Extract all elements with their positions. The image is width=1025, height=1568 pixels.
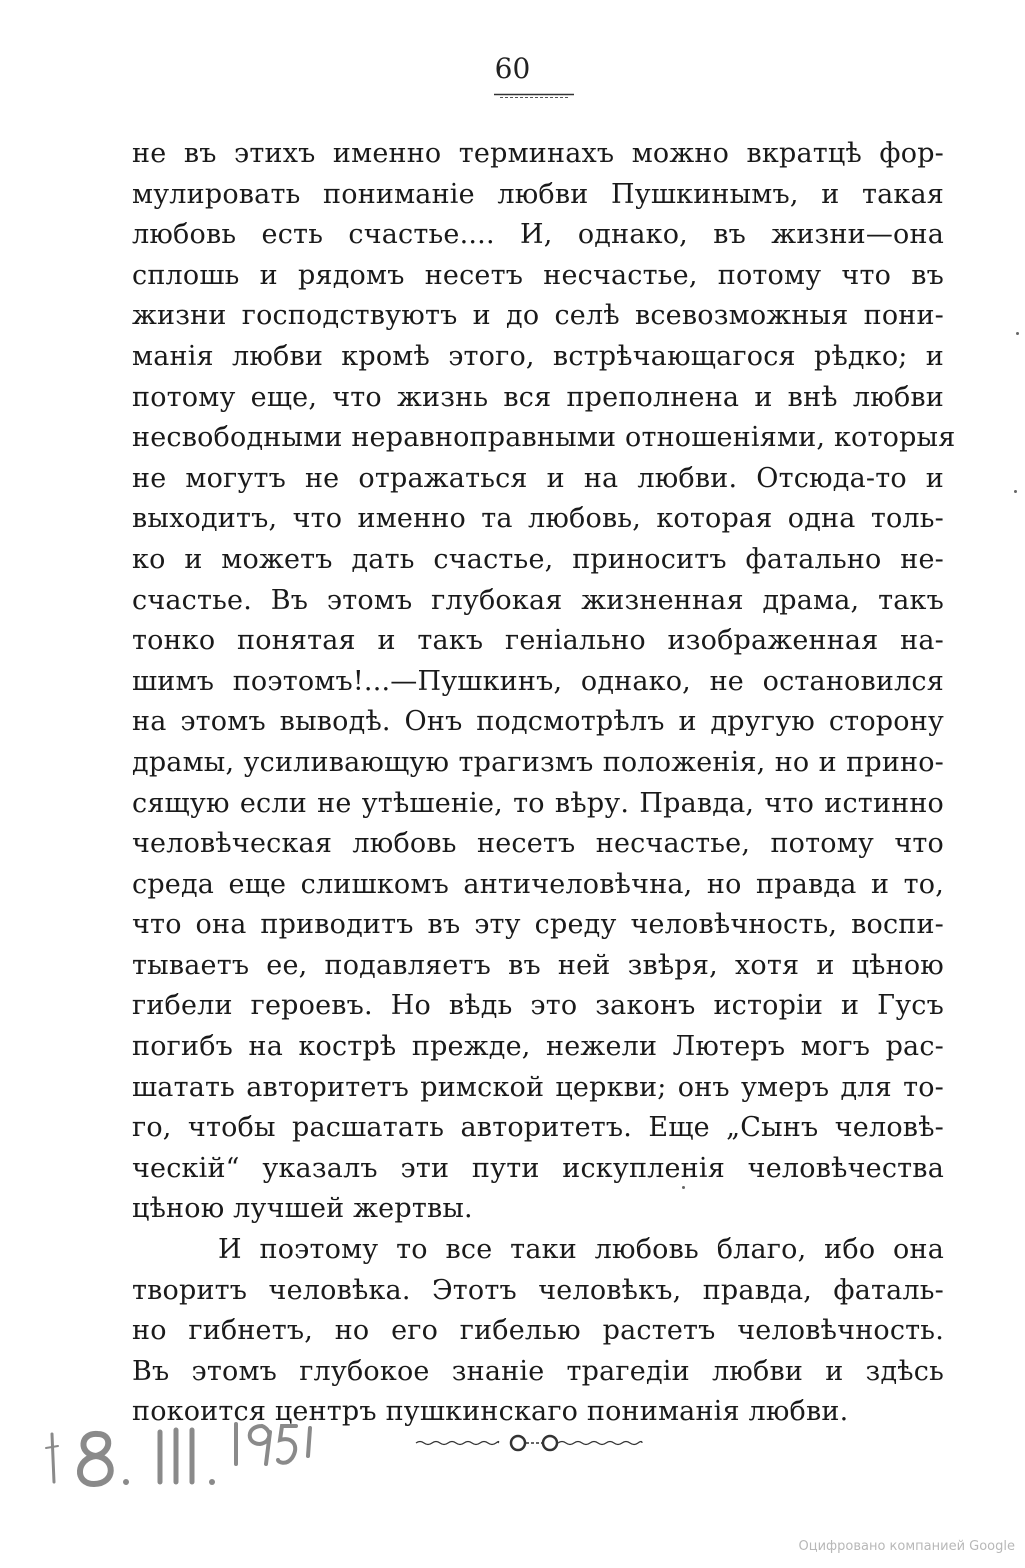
scan-speck <box>1016 332 1019 335</box>
page-number: 60 <box>494 52 531 85</box>
text-line: гибели героевъ. Но вѣдь это законъ исторіи и Гусъ <box>132 990 944 1022</box>
text-line: среда еще слишкомъ античеловѣчна, но правда и то, <box>132 868 944 900</box>
text-line: погибъ на кострѣ прежде, нежели Лютеръ могъ рас- <box>132 1031 944 1063</box>
text-line: выходитъ, что именно та любовь, которая одна толь- <box>132 503 944 535</box>
text-line: потому еще, что жизнь вся преполнена и внѣ любви <box>132 381 944 413</box>
text-line: шатать авторитетъ римской церкви; онъ умеръ для то- <box>132 1071 944 1103</box>
text-line: цѣною лучшей жертвы. <box>132 1193 473 1225</box>
text-line: сплошь и рядомъ несетъ несчастье, потому что въ <box>132 259 944 291</box>
text-line: драмы, усиливающую трагизмъ положенія, но и прино- <box>132 746 944 778</box>
text-line: счастье. Въ этомъ глубокая жизненная драма, такъ <box>132 584 944 616</box>
library-date-stamp <box>40 1404 320 1494</box>
text-line: на этомъ выводѣ. Онъ подсмотрѣлъ и другую сторону <box>132 706 944 738</box>
text-line: не въ этихъ именно терминахъ можно вкратцѣ фор- <box>132 138 944 169</box>
text-line: го, чтобы расшатать авторитетъ. Еще „Сынъ человѣ- <box>132 1112 944 1144</box>
text-line: любовь есть счастье.... И, однако, въ жизни—она <box>132 219 944 251</box>
text-line: манія любви кромѣ этого, встрѣчающагося рѣдко; и <box>132 340 944 372</box>
text-line: человѣческая любовь несетъ несчастье, потому что <box>132 828 944 860</box>
text-line: творитъ человѣка. Этотъ человѣкъ, правда, фаталь- <box>132 1274 944 1306</box>
page-number-rule <box>494 93 574 99</box>
text-line: не могутъ не отражаться и на любви. Отсюда-то и <box>132 462 944 494</box>
text-line: жизни господствуютъ и до селѣ всевозможныя пони- <box>132 300 944 332</box>
text-line: ческій“ указалъ эти пути искупленія человѣчества <box>132 1152 944 1184</box>
text-line: И поэтому то все таки любовь благо, ибо она <box>218 1234 944 1266</box>
text-line: ко и можетъ дать счастье, приноситъ фатально не- <box>132 543 944 575</box>
text-line: Въ этомъ глубокое знаніе трагедіи любви и здѣсь <box>132 1355 944 1387</box>
text-line: сящую если не утѣшеніе, то вѣру. Правда, что истинно <box>132 787 944 819</box>
body-text <box>132 134 956 1433</box>
digitization-watermark: Оцифровано компанией Google <box>798 1539 1015 1554</box>
text-line: тываетъ ее, подавляетъ въ ней звѣря, хотя и цѣною <box>132 949 944 981</box>
text-line: шимъ поэтомъ!...—Пушкинъ, однако, не остановился <box>132 665 944 697</box>
text-line: покоится центръ пушкинскаго пониманія любви. <box>132 1396 849 1428</box>
text-line: тонко понятая и такъ геніально изображенная на- <box>132 625 944 657</box>
text-line: мулировать пониманіе любви Пушкинымъ, и такая <box>132 178 944 210</box>
text-line: но гибнетъ, но его гибелью растетъ человѣчность. <box>132 1315 944 1347</box>
text-line: несвободными неравноправными отношеніями, которыя <box>132 422 956 454</box>
scan-speck <box>1014 490 1017 493</box>
end-ornament <box>414 1428 654 1458</box>
text-line: что она приводитъ въ эту среду человѣчность, воспи- <box>132 909 944 941</box>
scan-speck <box>682 1186 685 1189</box>
